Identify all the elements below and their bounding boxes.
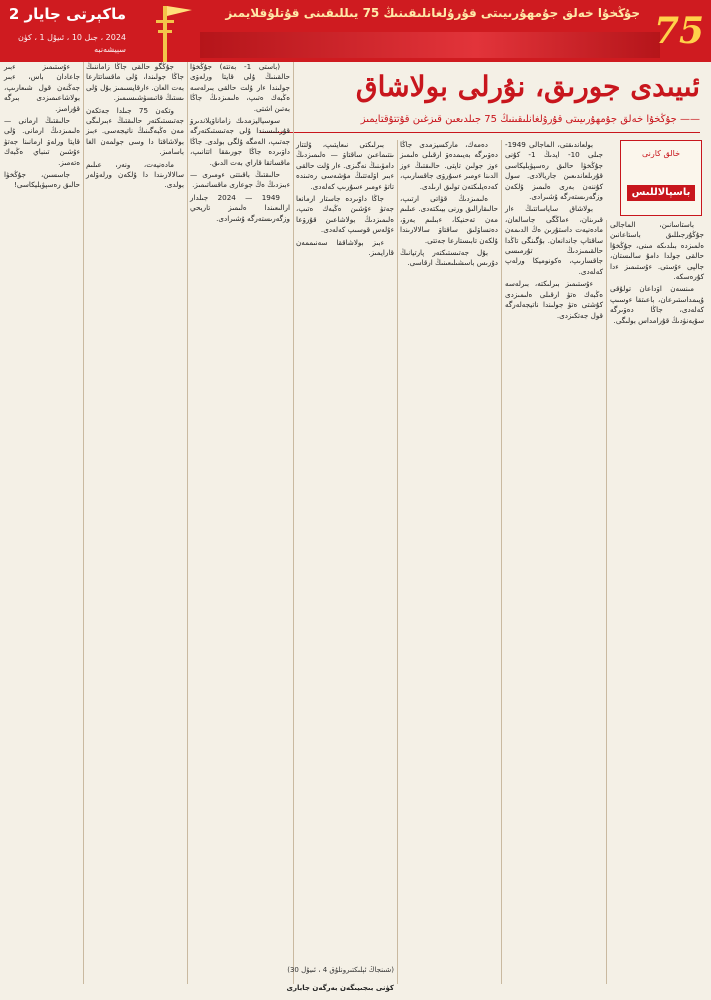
article-source: (شىنجاڭ ئېلىكتىرونلۇق 4 ، ئىيۇل 30) bbox=[287, 966, 394, 974]
author-label: خالق كارنى bbox=[641, 149, 681, 158]
flag-monument-icon bbox=[130, 0, 200, 62]
paragraph: وتكەن 75 جىلدا جەتكەن جەتىستىكتەر حالىقتىڭ ءبىرلىگى مەن ەڭبەگىنىڭ ناتيجەسى. ءبىز بولاشاقتا دا وسى جولمەن الغا باسامىز. bbox=[86, 105, 184, 157]
column-divider bbox=[397, 140, 398, 984]
paragraph: (باستى 1- بەتتە) جۇڭخۋا حالقىنىڭ ۇلى قايتا ورلەۋى جولىندا ءار ۇلت حالقى بىرلەسە ەڭبەك ەتىپ، ەلىمىزدىڭ جاڭا بەتىن اشتى. bbox=[190, 62, 290, 113]
paragraph: سوسياليزمدىك زاماناۋيلاندىرۋ قۇرىلىسىندا ۇلى جەتىستىكتەرگە جەتىپ، الەمگە ۇلگى بولدى. جاڭا داۋىردە جاڭا جورىققا اتتانىپ، ماقساتقا قاراي بەت الدىق. bbox=[190, 116, 290, 167]
paragraph: حالىقتىڭ ارمانى — ەلىمىزدىڭ ارمانى. ۇلى قايتا ورلەۋ ارمانىنا جەتۋ ءۇشىن تىنباي ەڭبەك ەتەمىز. bbox=[4, 116, 80, 167]
paragraph: مادەنيەت، ونەر، عىلىم سالالارىندا دا ۇلكەن ورلەۋلەر بولدى. bbox=[86, 159, 184, 190]
paragraph: باستاسانىن، الماجالى جۇڭۇرجىللىق باستاعانىن ەلمىزدە بىلدىكە مىنى، جۇڭخۇا حالقى جولدا دامۇ سالىستان، جالپى ءۇستى. ءۇستىمىز ءدا كۇرەسكە. bbox=[610, 220, 704, 282]
article-column-5 bbox=[190, 62, 290, 984]
column-divider bbox=[83, 62, 84, 984]
masthead-banner-strip bbox=[200, 32, 660, 58]
column-divider bbox=[293, 62, 294, 984]
masthead bbox=[0, 0, 711, 62]
paragraph: بولاشاق ساياساتتىڭ ءار قىرىنان، ءماڭگى جاسالعان، مادەنيەت داستۇرىن ەڭ الدىمەن ساقتاپ جاندانعان. بۇگىنگى تاڭدا حالقىمىزدىڭ تۇرمىسى جاقسارىپ، ەكونوميكا ورلەپ كەلەدى. bbox=[505, 204, 603, 276]
article-headline: ئىيىدى جورىق، نۇرلى بولاشاق bbox=[355, 70, 700, 103]
paragraph: مىنسەن اۋداعان تولۇقى ۇيىمداستىرعان، باعىتقا ءوسىپ كەلەدى، جاڭا دەۋىرگە سۇيەنۋدىڭ قۇرامداس بولىگى. bbox=[610, 284, 704, 325]
masthead-info bbox=[6, 4, 126, 58]
paragraph: ەلىمىزدىڭ قۋاتى ارتىپ، حالىقارالىق ورنى بيىكتەدى. عىلىم مەن تەحنيكا، ءبىلىم بەرۋ، دەنساۋلىق ساقتاۋ سالالارىندا ۇلكەن تابىستارعا جەتتى. bbox=[400, 194, 498, 245]
paragraph: جاڭا داۋىردە جاستار ارمانعا جەتۋ ءۇشىن ەڭبەك ەتىپ، ەلىمىزدىڭ بولاشاعىن قۇرۋعا ءۇلەس قوسىپ كەلەدى. bbox=[296, 194, 394, 235]
article-column-4 bbox=[287, 140, 394, 984]
anniversary-badge: 75 bbox=[653, 10, 705, 52]
paragraph: حالىقتىڭ باقىتتى ءومىرى — ءبىزدىڭ ەڭ جوعارى ماقساتىمىز. bbox=[190, 170, 290, 190]
paragraph: ءۇستىمىز بىرلىكتە، بىرلەسە ەڭبەك ەتۋ ارقىلى ەلىمىزدى كۇشتى ەتۋ جولىندا ناتيجەلەرگە قول جەتكىزدى. bbox=[505, 279, 603, 320]
paragraph: ءبىز بولاشاققا سەنىممەن قارايمىز. bbox=[296, 237, 394, 258]
paragraph: جاسسىن، جۇڭخۋا حالىق رەسپۋبليكاسى! bbox=[4, 170, 80, 190]
article-column-1 bbox=[610, 220, 704, 984]
paragraph: بۇل جەتىستىكتەر پارتيانىڭ دۇرىس باسشىلىعىنىڭ ارقاسى. bbox=[400, 248, 498, 268]
paragraph: دەمەك، ماركسيزمدى جاڭا دەۋىرگە بەيىمدەۋ ارقىلى ەلىمىز ءوز جولىن تاپتى. حالىقتىڭ ءوز الدىنا ءومىر ءسۇرۋى جاقسارىپ، كەدەيلىكتەن تولىق ارىلدى. bbox=[400, 140, 498, 191]
date-line: 2024 ، جىل 10 ، ئىيۇل 1 ، كۈن سېيشەنبە bbox=[18, 33, 126, 54]
article-subhead: —— جۇڭخۇا خەلق جۇمھۇرىيىتى قۇرۇلغانلىقىنىڭ 75 جىلدىعىن قىزغىن قۇتتۇقتايمىز bbox=[360, 114, 700, 125]
paragraph: جۇڭگو حالقى جاڭا زاماننىڭ جاڭا جولىندا، ۇلى ماقساتتارعا بەت العان. ءارقايسىمىز بۇل ۇلى ىستىڭ قاتىسۋشىسىمىز. bbox=[86, 62, 184, 103]
article-column-2 bbox=[505, 140, 603, 984]
column-divider bbox=[606, 220, 607, 984]
paragraph: 1949 — 2024 جىلدار ارالىعىندا ەلىمىز تاريحي وزگەرىستەرگە ۇشىرادى. bbox=[190, 192, 290, 223]
headline-rule bbox=[260, 132, 700, 133]
author-box bbox=[620, 140, 702, 216]
page-label: ماكېرتى جايار 2 bbox=[8, 5, 126, 23]
paragraph: بىرلىكتى نىعايتىپ، ۇلتتار ىنتىماعىن ساقتاۋ — ەلىمىزدىڭ دامۋىنىڭ نەگىزى. ءار ۇلت حالقى ءبىر اۋلەتتىڭ مۇشەسى رەتىندە تاتۋ ءومىر ءسۇرىپ كەلەدى. bbox=[296, 140, 394, 191]
article-byline: كۈنى بىجىيىگەن بەرگەن جابارى bbox=[286, 984, 394, 992]
paragraph: ءۇستىمىز ءبىر جاعادان باس، ءبىر جەڭنەن قول شىعارىپ، بولاشاعىمىزدى بىرگە قۇرامىز. bbox=[4, 62, 80, 113]
masthead-title: جۇڭخۇا خەلق جۇمھۇرىيىتى قۇرۇلغانلىقىنىڭ 75 يىللىقىنى قۇتلۇقلايمىز bbox=[225, 6, 640, 20]
author-name: باسپالاللىس bbox=[627, 185, 695, 201]
column-divider bbox=[501, 140, 502, 984]
article-column-3 bbox=[400, 140, 498, 984]
article-column-6 bbox=[86, 62, 184, 984]
column-divider bbox=[187, 62, 188, 984]
paragraph: بولعاندىقتى، الماجالى 1949- جىلى 10- ايدىڭ 1- كۇنى جۇڭخۋا حالىق رەسپۋبليكاسى قۇرىلعاندىعىن جاريالادى. سول كۇننەن بەرى ەلىمىز ۇلكەن وزگەرىستەرگە ۇشىرادى. bbox=[505, 140, 603, 202]
article-column-7 bbox=[4, 62, 80, 984]
